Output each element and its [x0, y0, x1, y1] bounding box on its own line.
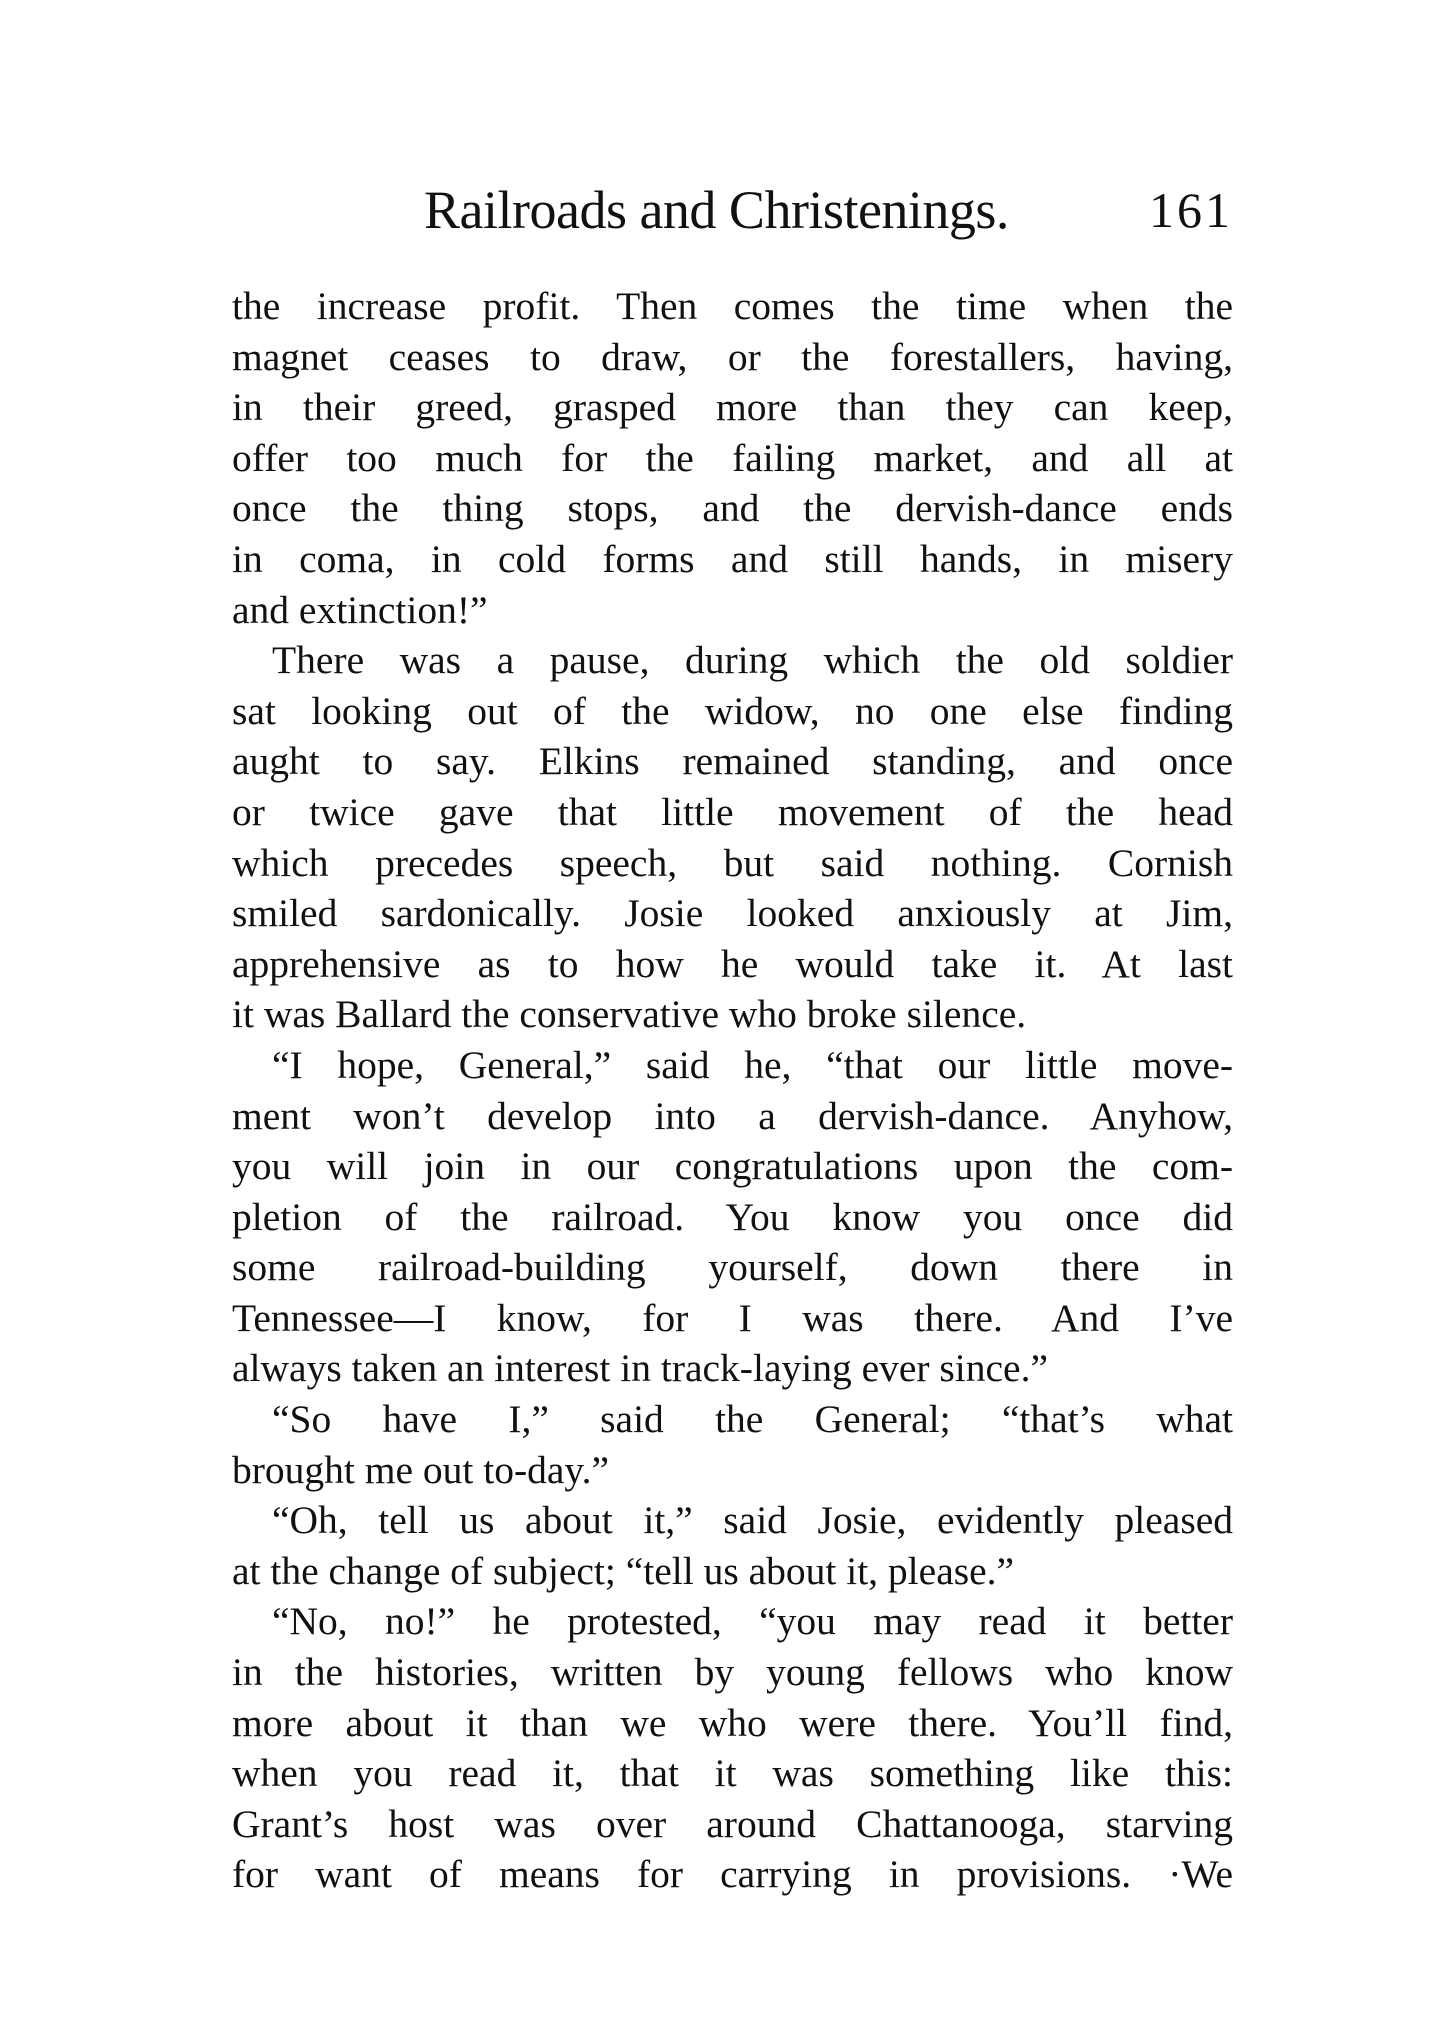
text-line: There was a pause, during which the old soldier	[272, 638, 1233, 683]
text-line: ment won’t develop into a dervish-dance. Anyhow,	[232, 1093, 1233, 1138]
text-line: at the change of subject; “tell us about it, please.”	[232, 1548, 1015, 1593]
text-line: pletion of the railroad. You know you once did	[232, 1194, 1233, 1239]
text-line: which precedes speech, but said nothing. Cornish	[232, 840, 1233, 885]
text-line: brought me out to-day.”	[232, 1447, 609, 1492]
text-line: “I hope, General,” said he, “that our little move-	[272, 1042, 1233, 1087]
chapter-title: Railroads and Christenings.	[424, 180, 1009, 240]
text-line: Grant’s host was over around Chattanooga, starving	[232, 1801, 1233, 1846]
text-line: “Oh, tell us about it,” said Josie, evidently pleased	[272, 1498, 1233, 1543]
text-line: offer too much for the failing market, and all at	[232, 435, 1233, 480]
text-line: some railroad-building yourself, down there in	[232, 1245, 1233, 1290]
text-line: Tennessee—I know, for I was there. And I’ve	[232, 1295, 1233, 1340]
page-number: 161	[1149, 182, 1233, 238]
text-line: and extinction!”	[232, 587, 488, 632]
text-line: in the histories, written by young fellows who know	[232, 1650, 1233, 1695]
text-line: “So have I,” said the General; “that’s what	[272, 1397, 1233, 1442]
text-line: when you read it, that it was something like this:	[232, 1751, 1233, 1796]
text-line: “No, no!” he protested, “you may read it better	[272, 1599, 1233, 1644]
text-line: or twice gave that little movement of the head	[232, 789, 1233, 834]
text-line: apprehensive as to how he would take it. At last	[232, 941, 1233, 986]
text-line: in coma, in cold forms and still hands, in misery	[232, 536, 1233, 581]
running-head	[232, 178, 1233, 242]
text-line: it was Ballard the conservative who broke silence.	[232, 992, 1027, 1037]
text-line: smiled sardonically. Josie looked anxiously at Jim,	[232, 891, 1233, 936]
text-line: more about it than we who were there. You’ll find,	[232, 1700, 1233, 1745]
text-line: in their greed, grasped more than they can keep,	[232, 385, 1233, 430]
text-line: once the thing stops, and the dervish-dance ends	[232, 486, 1233, 531]
text-line: sat looking out of the widow, no one else finding	[232, 688, 1233, 733]
text-line: the increase profit. Then comes the time when the	[232, 284, 1233, 328]
text-line: you will join in our congratulations upon the com-	[232, 1144, 1233, 1189]
text-line: always taken an interest in track-laying ever since.”	[232, 1346, 1048, 1391]
body-text	[232, 281, 1233, 1900]
text-line: aught to say. Elkins remained standing, and once	[232, 739, 1233, 784]
text-line: magnet ceases to draw, or the forestallers, having,	[232, 334, 1233, 379]
text-line: for want of means for carrying in provisions. ·We	[232, 1852, 1233, 1897]
